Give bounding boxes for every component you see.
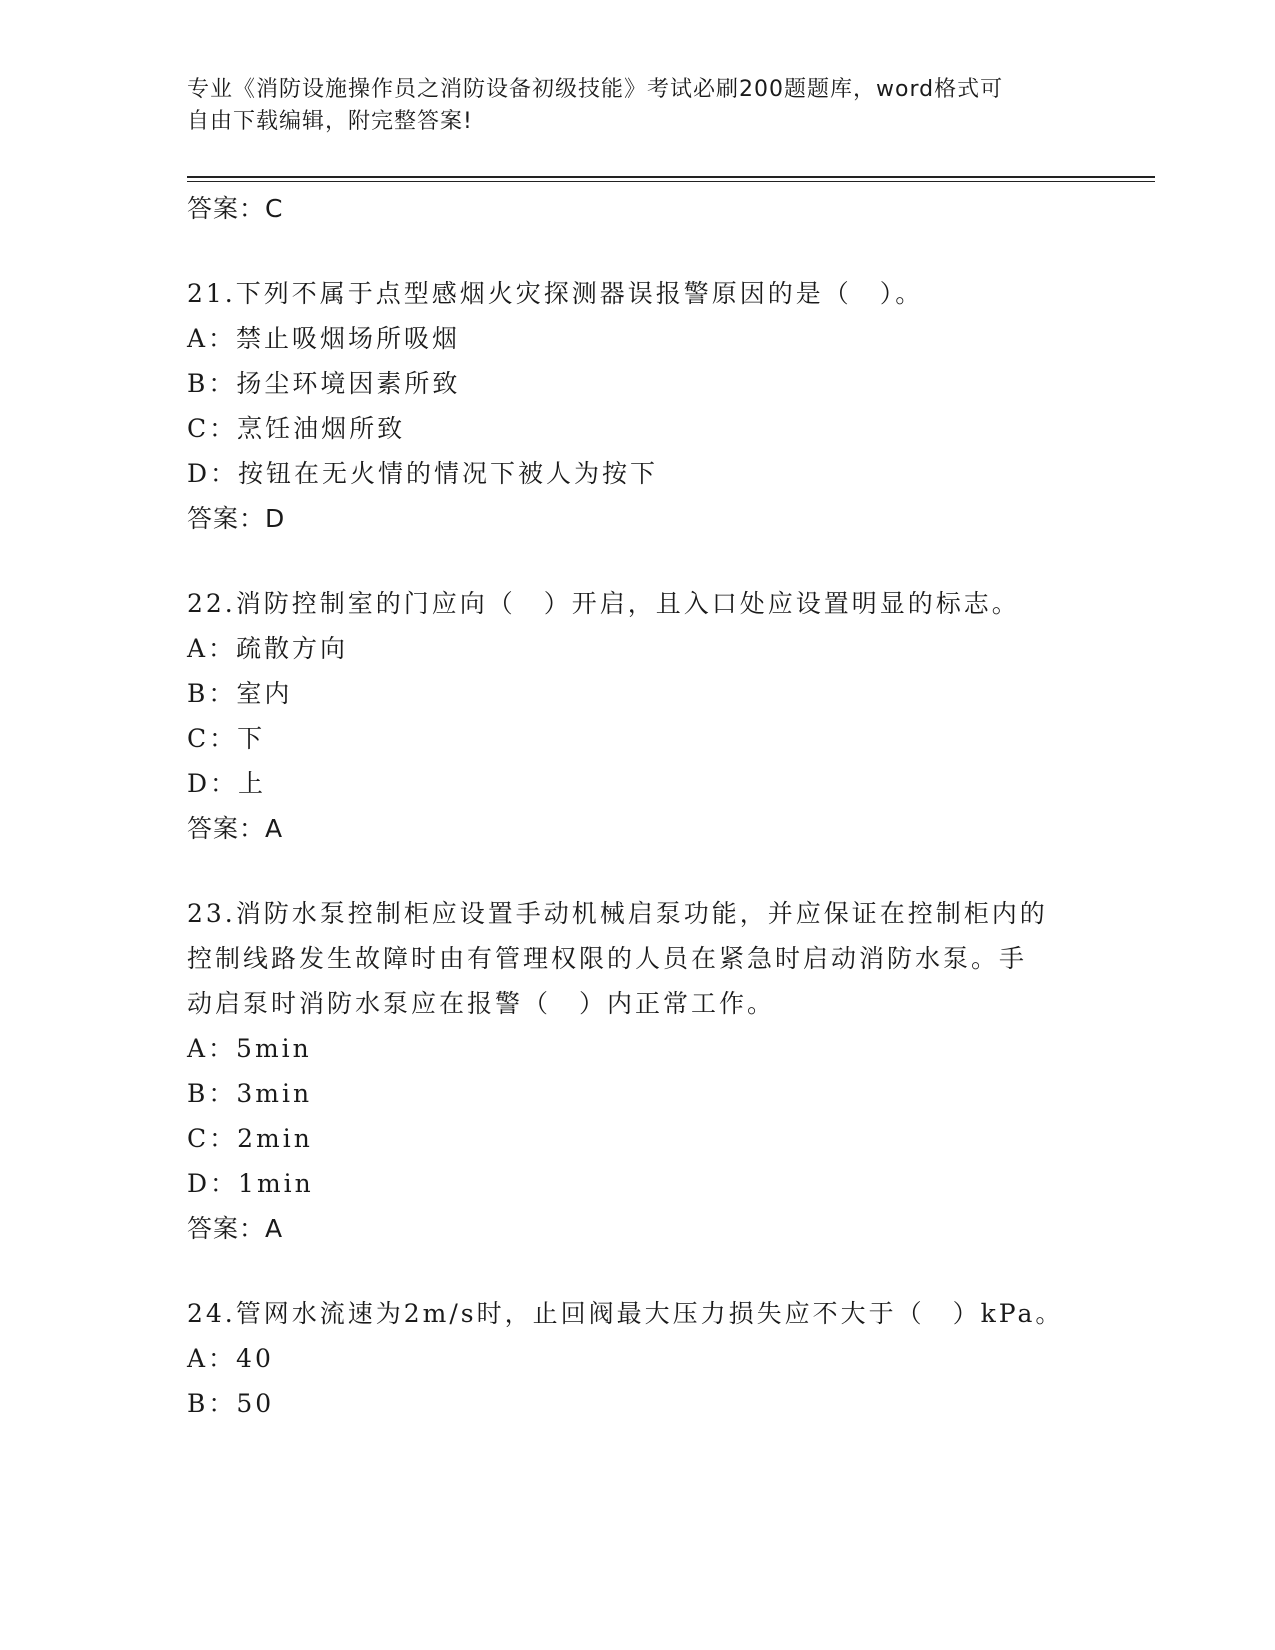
header-line-2: 自由下载编辑，附完整答案! [187,109,473,134]
option-b: B：扬尘环境因素所致 [187,369,461,398]
spacer [187,852,1087,891]
question-stem-line-3: 动启泵时消防水泵应在报警（ ）内正常工作。 [187,989,776,1018]
question-stem: 22.消防控制室的门应向（ ）开启，且入口处应设置明显的标志。 [187,589,1020,618]
option-d: D：上 [187,769,267,798]
option-b: B：3min [187,1079,313,1108]
answer-line: 答案：D [187,504,286,533]
question-stem-line-2: 控制线路发生故障时由有管理权限的人员在紧急时启动消防水泵。手 [187,944,1028,973]
spacer [187,542,1087,581]
header-line-1: 专业《消防设施操作员之消防设备初级技能》考试必刷200题题库，word格式可 [187,77,1004,102]
spacer [187,232,1087,271]
question-24 [187,1291,1087,1426]
option-c: C：2min [187,1124,313,1153]
question-21 [187,271,1087,542]
option-b: B：50 [187,1389,275,1418]
header-divider-thick [187,176,1155,178]
option-c: C：下 [187,724,266,753]
answer-line: 答案：A [187,814,284,843]
page-header [187,74,1067,138]
question-23 [187,891,1087,1252]
option-d: D：按钮在无火情的情况下被人为按下 [187,459,659,488]
question-22 [187,581,1087,852]
spacer [187,1252,1087,1291]
question-stem: 21.下列不属于点型感烟火灾探测器误报警原因的是（ ）。 [187,279,924,308]
question-list [187,186,1087,1426]
option-b: B：室内 [187,679,293,708]
question-stem-line-1: 23.消防水泵控制柜应设置手动机械启泵功能，并应保证在控制柜内的 [187,899,1048,928]
option-a: A：40 [187,1344,274,1373]
option-d: D：1min [187,1169,314,1198]
question-stem: 24.管网水流速为2m/s时，止回阀最大压力损失应不大于（ ）kPa。 [187,1299,1064,1328]
option-a: A：禁止吸烟场所吸烟 [187,324,461,353]
answer-line-q20: 答案：C [187,194,284,223]
answer-line: 答案：A [187,1214,284,1243]
option-a: A：疏散方向 [187,634,349,663]
option-c: C：烹饪油烟所致 [187,414,406,443]
header-divider-thin [187,181,1155,182]
option-a: A：5min [187,1034,312,1063]
